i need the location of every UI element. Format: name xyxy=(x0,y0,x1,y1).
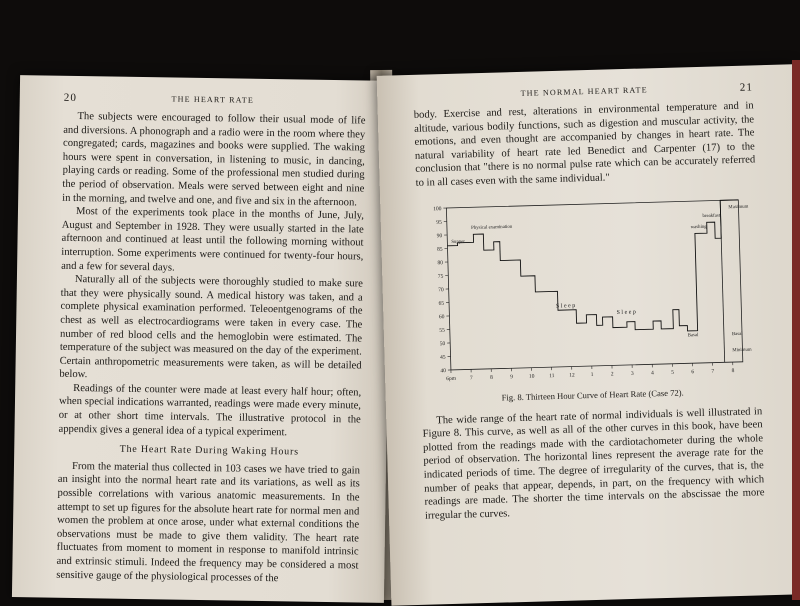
left-page xyxy=(12,75,392,603)
paragraph: Most of the experiments took place in the months of June, July, August and September in 1928. They were usually started in the late afternoon and continued at least until the following morning without interruption. Some experiments were continued for twenty-four hours, and a few for several days. xyxy=(61,205,364,278)
y-tick-label: 40 xyxy=(440,368,446,374)
chart-annotation: Sleep xyxy=(556,303,577,310)
y-tick-label: 100 xyxy=(433,206,442,212)
x-tick-label: 11 xyxy=(549,373,555,379)
chart-annotation: Supper xyxy=(451,239,465,244)
y-tick-label: 90 xyxy=(437,233,443,239)
left-running-title: THE HEART RATE xyxy=(64,93,362,107)
x-tick-label: 2 xyxy=(611,371,614,377)
chart-annotation: breakfast xyxy=(702,213,720,219)
right-page-number: 21 xyxy=(740,81,754,93)
y-tick-label: 85 xyxy=(437,246,443,252)
x-tick-label: 10 xyxy=(529,373,535,379)
y-tick-label: 50 xyxy=(440,341,446,347)
paragraph: body. Exercise and rest, alterations in environmental temperature and in altitude, various bodily functions, such as digestion and muscular activity, the emotions, and even thought are accompanied by changes in heart rate. The natural variability of heart rate led Benedict and Carpenter (17) to the conclusion that "there is no normal pulse rate which can be accurately referred to in all cases even with the same individual." xyxy=(414,99,756,190)
chart-annotation: Basal xyxy=(732,331,743,336)
book-cover-edge xyxy=(792,60,800,600)
figure-caption: Fig. 8. Thirteen Hour Curve of Heart Rate (Case 72). xyxy=(426,385,760,404)
y-tick-label: 80 xyxy=(437,260,443,266)
x-tick-label: 5 xyxy=(671,369,674,375)
chart-annotation: Basal xyxy=(688,333,699,338)
paragraph: Naturally all of the subjects were thoroughly studied to make sure that they were physically sound. A medical history was taken, and a complete physical examination performed. Teleoentgenograms of the chest as well as electrocardiograms were taken in every case. The number of red blood cells and the hemoglobin were estimated. The temperature of the subject was measured on the day of the experiment. Certain anthropometric measurements were taken, as will be detailed below. xyxy=(59,273,363,386)
right-running-title: THE NORMAL HEART RATE xyxy=(415,82,753,100)
section-heading: The Heart Rate During Waking Hours xyxy=(58,442,360,460)
chart-annotation: Physical examination xyxy=(471,224,513,230)
right-page xyxy=(377,64,800,605)
x-tick-label: 6pm xyxy=(446,375,457,381)
right-body-text-top xyxy=(414,99,756,190)
x-tick-label: 7 xyxy=(711,368,714,374)
x-tick-label: 1 xyxy=(591,372,594,378)
paragraph: The subjects were encouraged to follow their usual mode of life and diversions. A phonograph and a radio were in the room where they congregated; cards, magazines and books were supplied. The waking hours were spent in conversation, in listening to music, in dancing, playing cards or reading. Some of the professional men studied during the period of observation. Meals were served between eight and nine in the morning, and twelve and one, and five and six in the afternoon. xyxy=(62,110,365,210)
figure-8 xyxy=(420,191,760,404)
x-tick-label: 6 xyxy=(691,369,694,375)
heart-rate-line xyxy=(446,199,742,337)
right-body-text-bottom xyxy=(422,405,765,523)
y-tick-label: 65 xyxy=(438,300,444,306)
x-tick-label: 7 xyxy=(470,375,473,381)
y-tick-label: 95 xyxy=(436,219,442,225)
x-tick-label: 3 xyxy=(631,370,634,376)
x-tick-label: 8 xyxy=(490,374,493,380)
heart-rate-chart xyxy=(420,191,759,390)
chart-annotation: washing xyxy=(691,224,708,229)
y-tick-label: 60 xyxy=(439,314,445,320)
chart-annotation: Sleep xyxy=(616,309,637,316)
x-tick-label: 12 xyxy=(569,372,575,378)
x-tick-label: 4 xyxy=(651,370,654,376)
left-page-number: 20 xyxy=(64,92,78,104)
x-tick-label: 8 xyxy=(732,368,735,374)
y-tick-label: 45 xyxy=(440,354,446,360)
y-tick-label: 55 xyxy=(439,327,445,333)
y-tick-label: 75 xyxy=(438,273,444,279)
y-tick-label: 70 xyxy=(438,287,444,293)
paragraph: Readings of the counter were made at least every half hour; often, when special indications warranted, readings were made every minute, or at other short time intervals. The illustrative protocol in the appendix gives a general idea of a typical experiment. xyxy=(58,382,361,441)
x-tick-label: 9 xyxy=(510,374,513,380)
paragraph: From the material thus collected in 103 cases we have tried to gain an insight into the normal heart rate and its variations, as well as its possible correlations with various anatomic measurements. In the attempt to set up figures for the absolute heart rate for normal men and women the problem at once arose, under what external conditions the observations must be made to give them validity. The heart rate fluctuates from moment to moment in response to manifold intrinsic and extrinsic stimuli. Indeed the frequency may be considered a most sensitive gauge of the physiological processes of the xyxy=(56,460,360,587)
paragraph: The wide range of the heart rate of normal individuals is well illustrated in Figure 8. This curve, as well as all of the other curves in this book, have been plotted from the readings made with the cardiotachometer during the whole period of observation. The horizontal lines represent the average rate for the indicated periods of time. The degree of irregularity of the curves, that is, the number of peaks that appear, depends, in part, on the frequency with which readings are made. The shorter the time intervals on the abscissae the more irregular the curves. xyxy=(422,405,765,523)
left-body-text xyxy=(56,110,365,587)
chart-annotation: Minimum xyxy=(732,347,752,353)
chart-annotation: Maximum xyxy=(728,204,748,210)
